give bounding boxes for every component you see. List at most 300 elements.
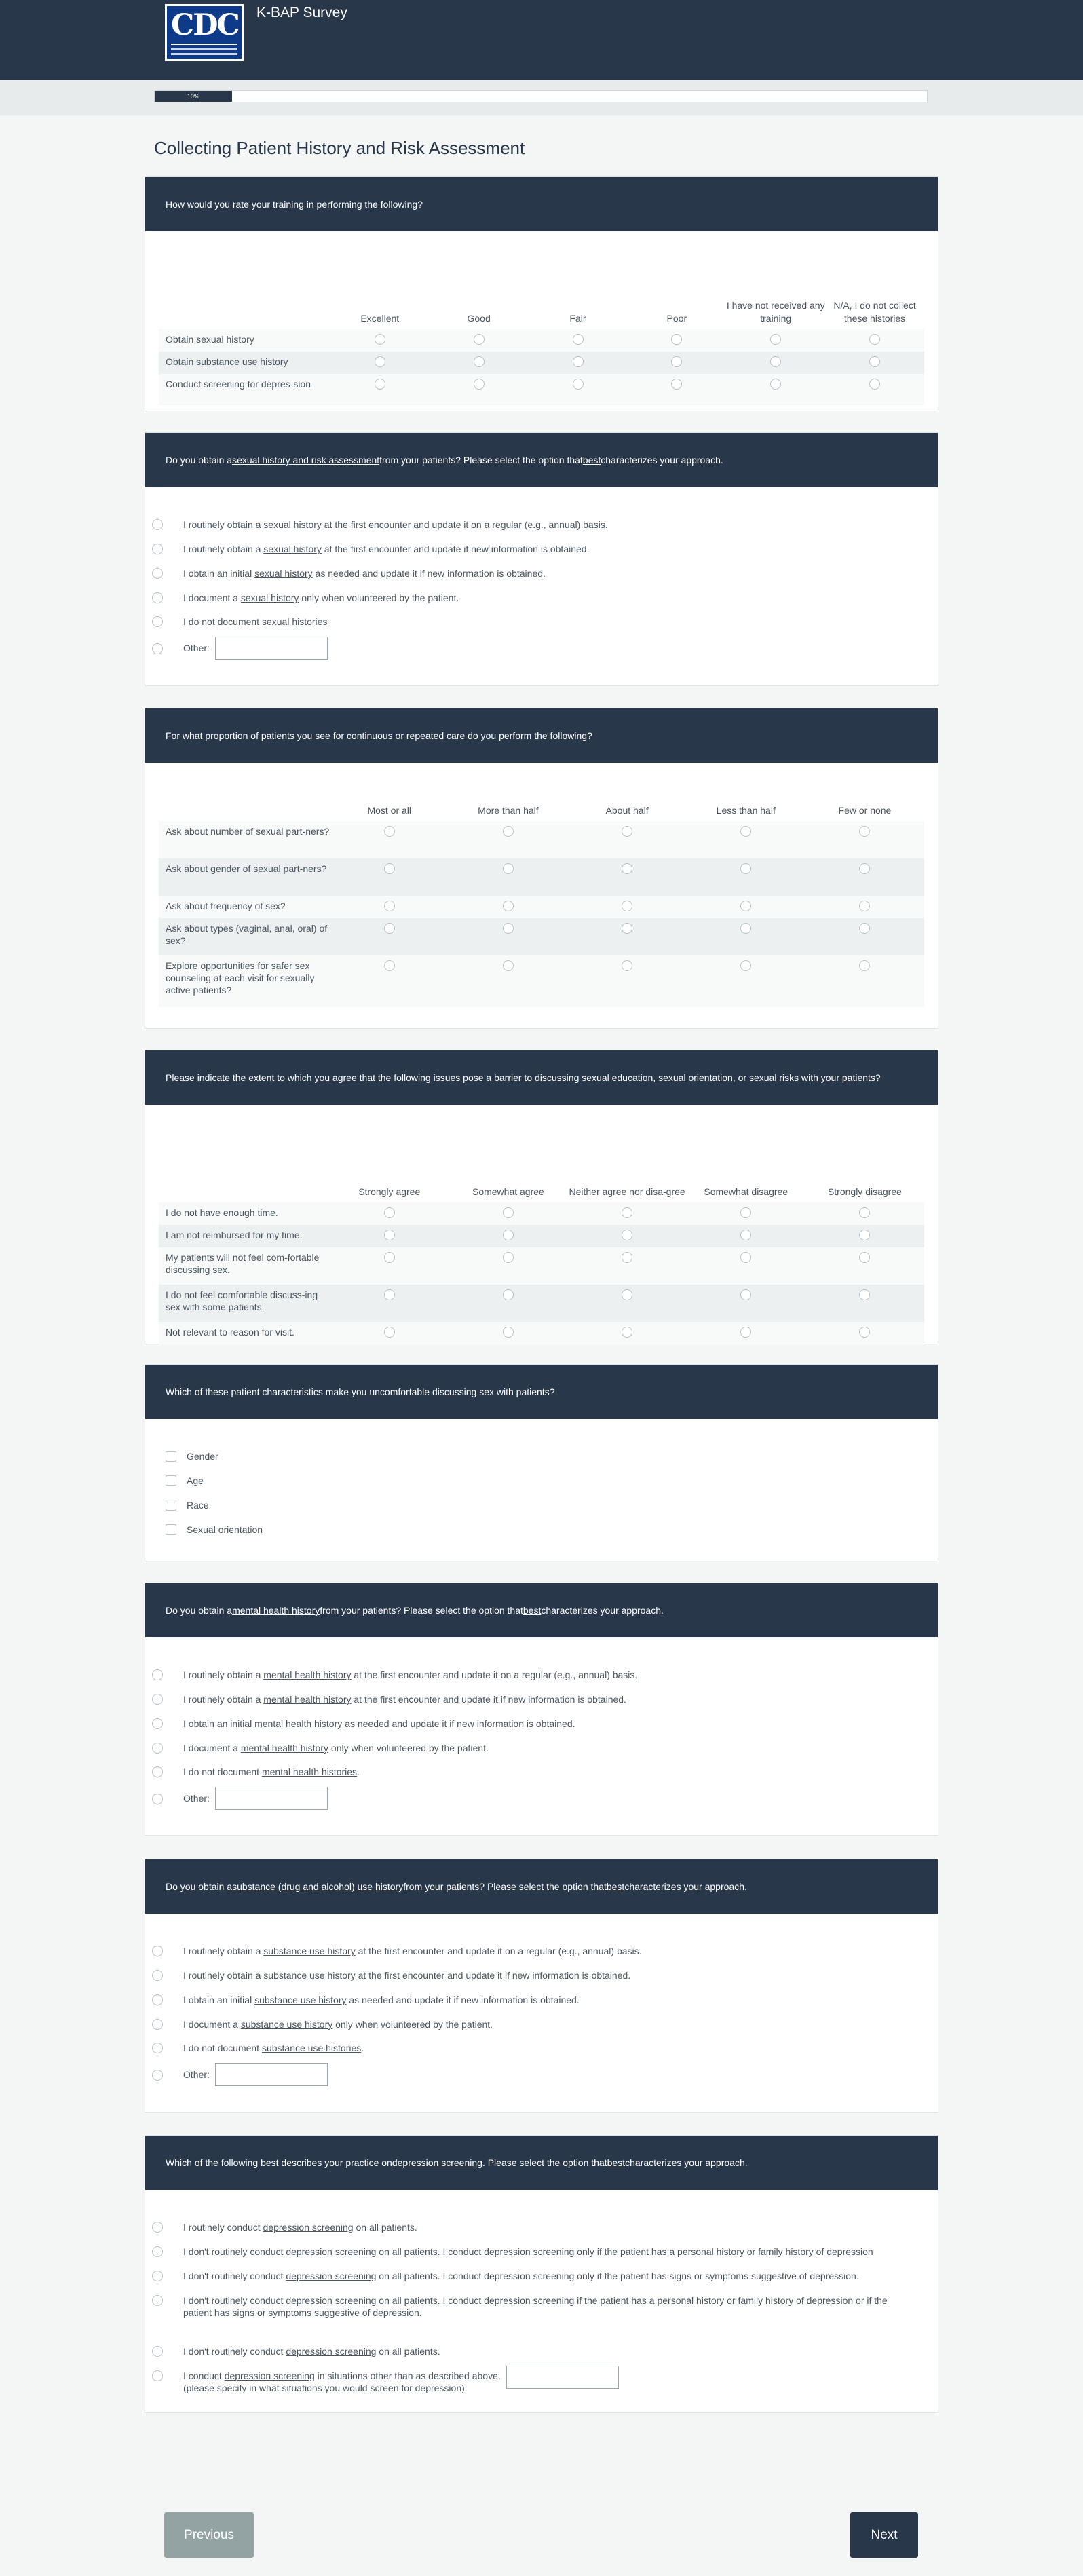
option-text: I document a (183, 592, 241, 603)
option-label (183, 2246, 873, 2258)
column-header: Most or all (367, 805, 412, 816)
radio-button[interactable] (152, 544, 163, 554)
radio-button[interactable] (859, 863, 870, 874)
radio-button[interactable] (573, 334, 584, 345)
option[interactable] (152, 1718, 912, 1730)
title-part: Do you obtain a (166, 455, 233, 466)
radio-button[interactable] (152, 2370, 163, 2381)
option-text: I obtain an initial (183, 568, 255, 579)
option-label (183, 2018, 493, 2030)
option-text: as needed and update it if new information is obtained. (342, 1718, 575, 1729)
radio-button[interactable] (859, 1289, 870, 1300)
option-label (183, 1669, 637, 1681)
radio-button[interactable] (384, 901, 395, 911)
checkbox-label: Gender (187, 1451, 218, 1462)
option-underlined: depression screening (263, 2222, 354, 2233)
matrix-row (159, 374, 924, 405)
matrix-cell (628, 352, 727, 367)
radio-button[interactable] (740, 863, 751, 874)
radio-button[interactable] (740, 1327, 751, 1338)
title-part: from your patients? Please select the option that (379, 455, 583, 466)
option-underlined: substance use histories (261, 2043, 362, 2053)
option-text: I document a (183, 2019, 241, 2030)
matrix-cell (330, 896, 449, 911)
option-underlined: substance use history (254, 1994, 347, 2005)
matrix-cell (330, 329, 430, 345)
radio-button[interactable] (622, 960, 632, 971)
radio-button[interactable] (740, 826, 751, 837)
radio-button[interactable] (740, 1289, 751, 1300)
title-part: . Please select the option that (482, 2157, 607, 2168)
matrix-header (159, 794, 924, 821)
radio-button[interactable] (375, 379, 385, 390)
option-other[interactable] (152, 1787, 328, 1810)
checkbox-label: Sexual orientation (187, 1524, 263, 1535)
option-text: on all patients. I conduct depression screening only if the patient has signs or symptoms suggestive of depression. (376, 2271, 859, 2281)
radio-button[interactable] (384, 1207, 395, 1218)
radio-button[interactable] (503, 1207, 514, 1218)
option[interactable] (152, 2221, 905, 2233)
question-proportion-patients (145, 708, 938, 1029)
radio-button[interactable] (859, 1207, 870, 1218)
title-part: characterizes your approach. (601, 455, 723, 466)
option[interactable] (152, 1969, 912, 1982)
question-title: How would you rate your training in performing the following? (145, 177, 938, 231)
radio-button[interactable] (503, 901, 514, 911)
option-text: only when volunteered by the patient. (328, 1743, 489, 1754)
option[interactable] (152, 2042, 912, 2054)
row-label: I do not have enough time. (166, 1207, 278, 1218)
radio-button[interactable] (573, 379, 584, 390)
option-text: I routinely obtain a (183, 519, 264, 530)
checkbox[interactable] (166, 1451, 176, 1462)
title-part: Do you obtain a (166, 1881, 233, 1892)
radio-button[interactable] (474, 356, 484, 367)
question-title (145, 1583, 938, 1637)
option-label (183, 2221, 417, 2233)
radio-button[interactable] (859, 901, 870, 911)
option-underlined: sexual history (254, 568, 313, 579)
site-title: K-BAP Survey (256, 5, 347, 20)
option-text: at the first encounter and update it on a regular (e.g., annual) basis. (351, 1669, 638, 1680)
option-text: I routinely obtain a (183, 1669, 264, 1680)
checkbox-option[interactable] (166, 1523, 263, 1536)
radio-button[interactable] (152, 2019, 163, 2030)
radio-button[interactable] (622, 901, 632, 911)
option-label (183, 2294, 905, 2319)
matrix-header (159, 267, 924, 329)
question-title (145, 2136, 938, 2190)
radio-button[interactable] (622, 1252, 632, 1263)
matrix-cell (330, 352, 430, 367)
option-other[interactable] (152, 2370, 912, 2394)
matrix-cell (430, 329, 529, 345)
radio-button[interactable] (671, 356, 682, 367)
radio-button[interactable] (740, 960, 751, 971)
option-text: at the first encounter and update it on a regular (e.g., annual) basis. (355, 1946, 642, 1956)
option-label (183, 1742, 489, 1754)
option-label (183, 1969, 630, 1982)
row-label: I am not reimbursed for my time. (166, 1230, 303, 1240)
radio-button[interactable] (152, 1766, 163, 1777)
radio-button[interactable] (152, 519, 163, 530)
option[interactable] (152, 2270, 905, 2282)
radio-button[interactable] (152, 1970, 163, 1981)
radio-button[interactable] (152, 616, 163, 627)
matrix-cell (330, 1247, 449, 1263)
matrix-cell (430, 374, 529, 390)
matrix-cell (449, 896, 568, 911)
option[interactable] (152, 1766, 912, 1778)
matrix-cell (805, 858, 924, 874)
option-text: at the first encounter and update it on a regular (e.g., annual) basis. (321, 519, 608, 530)
radio-button[interactable] (152, 2222, 163, 2233)
radio-button[interactable] (859, 1252, 870, 1263)
row-label: Ask about gender of sexual part-ners? (166, 863, 327, 874)
radio-button[interactable] (869, 379, 880, 390)
row-label: Conduct screening for depres-sion (166, 379, 311, 390)
matrix-cell (330, 821, 449, 837)
matrix-cell (825, 329, 924, 345)
other-label: Other: (183, 1793, 210, 1804)
question-title (145, 1859, 938, 1914)
column-header: Good (467, 313, 491, 324)
radio-button[interactable] (384, 923, 395, 934)
cdc-logo (165, 4, 244, 61)
radio-button[interactable] (152, 2295, 163, 2306)
question-patient-characteristics (145, 1364, 938, 1561)
option-text: I do not document (183, 616, 262, 627)
radio-button[interactable] (740, 1207, 751, 1218)
radio-button[interactable] (671, 334, 682, 345)
matrix-cell (628, 374, 727, 390)
matrix-cell (568, 1322, 687, 1338)
other-text-input[interactable] (215, 2063, 328, 2086)
option-underlined: depression screening (286, 2346, 377, 2357)
radio-button[interactable] (384, 1230, 395, 1240)
option-text: I routinely obtain a (183, 1694, 264, 1705)
option-text: I conduct (183, 2370, 225, 2381)
matrix-cell (805, 955, 924, 971)
radio-button[interactable] (859, 1327, 870, 1338)
option-underlined: sexual history (263, 544, 322, 554)
title-part: characterizes your approach. (625, 2157, 748, 2168)
radio-button[interactable] (503, 1327, 514, 1338)
option-text: as needed and update it if new information is obtained. (346, 1994, 580, 2005)
matrix-cell (726, 329, 825, 345)
matrix-cell (687, 1322, 805, 1338)
title-underlined: mental health history (232, 1605, 320, 1616)
option-underlined: mental health histories (261, 1766, 358, 1777)
option-other[interactable] (152, 637, 328, 660)
option-underlined: substance use history (263, 1946, 356, 1956)
radio-button[interactable] (152, 1946, 163, 1956)
other-text-input[interactable] (215, 637, 328, 660)
matrix-cell (687, 821, 805, 837)
checkbox-option[interactable] (166, 1499, 209, 1511)
matrix-header (159, 1140, 924, 1202)
site-header (0, 0, 1083, 80)
radio-button[interactable] (152, 1694, 163, 1705)
radio-button[interactable] (152, 1718, 163, 1729)
option-other[interactable] (152, 2063, 328, 2086)
option-text: on all patients. I conduct depression screening only if the patient has a personal history or family history of depression (376, 2246, 873, 2257)
title-best: best (582, 455, 601, 466)
matrix-cell (449, 1225, 568, 1240)
row-label: My patients will not feel com-fortable discussing sex. (166, 1252, 320, 1275)
option-text: I obtain an initial (183, 1994, 255, 2005)
matrix-row (159, 1285, 924, 1322)
radio-button[interactable] (152, 643, 163, 654)
option-underlined: sexual history (240, 592, 299, 603)
option-label (183, 2270, 859, 2282)
radio-button[interactable] (503, 1252, 514, 1263)
option-label (183, 2042, 364, 2054)
radio-button[interactable] (740, 1230, 751, 1240)
checkbox-label: Race (187, 1500, 209, 1511)
radio-button[interactable] (859, 960, 870, 971)
radio-button[interactable] (375, 334, 385, 345)
next-button[interactable]: Next (850, 2512, 918, 2558)
option-text: (please specify in what situations you would screen for depression): (183, 2383, 468, 2393)
option-text: on all patients. (376, 2346, 440, 2357)
radio-button[interactable] (740, 1252, 751, 1263)
radio-button[interactable] (622, 1289, 632, 1300)
radio-button[interactable] (622, 1207, 632, 1218)
radio-button[interactable] (384, 1289, 395, 1300)
matrix-cell (568, 858, 687, 874)
row-label: I do not feel comfortable discuss-ing sex with some patients. (166, 1289, 318, 1312)
option[interactable] (152, 518, 912, 531)
row-label: Ask about frequency of sex? (166, 901, 286, 911)
radio-button[interactable] (152, 568, 163, 579)
column-header: More than half (478, 805, 539, 816)
matrix-cell (805, 1202, 924, 1218)
question-depression-screening (145, 2135, 938, 2413)
radio-button[interactable] (770, 334, 781, 345)
other-label: Other: (183, 2069, 210, 2080)
radio-button[interactable] (770, 379, 781, 390)
radio-button[interactable] (375, 356, 385, 367)
matrix-cell (568, 896, 687, 911)
radio-button[interactable] (384, 1252, 395, 1263)
matrix-cell (805, 1225, 924, 1240)
option-underlined: depression screening (286, 2246, 377, 2257)
option[interactable] (152, 1994, 912, 2006)
matrix-row (159, 821, 924, 858)
radio-button[interactable] (770, 356, 781, 367)
title-best: best (522, 1605, 542, 1616)
progress-bar (154, 90, 928, 102)
radio-button[interactable] (152, 1743, 163, 1754)
question-mental-health-history (145, 1583, 938, 1836)
progress-band (0, 80, 1083, 115)
matrix-cell (330, 858, 449, 874)
matrix-cell (449, 955, 568, 971)
radio-button[interactable] (622, 1230, 632, 1240)
radio-button[interactable] (152, 2346, 163, 2357)
radio-button[interactable] (740, 901, 751, 911)
matrix-cell (825, 352, 924, 367)
row-label: Obtain sexual history (166, 334, 254, 345)
option-label (183, 543, 589, 555)
option-label (183, 1994, 580, 2006)
radio-button[interactable] (859, 923, 870, 934)
radio-button[interactable] (474, 334, 484, 345)
column-header: I have not received any training (726, 300, 825, 324)
radio-button[interactable] (622, 863, 632, 874)
option[interactable] (152, 567, 912, 580)
other-text-input[interactable] (506, 2366, 619, 2389)
radio-button[interactable] (384, 1327, 395, 1338)
radio-button[interactable] (859, 1230, 870, 1240)
matrix-cell (568, 1285, 687, 1300)
option-text: only when volunteered by the patient. (332, 2019, 493, 2030)
matrix-cell (330, 918, 449, 934)
radio-button[interactable] (503, 1289, 514, 1300)
option-text: I routinely obtain a (183, 1946, 264, 1956)
radio-button[interactable] (152, 1669, 163, 1680)
checkbox-label: Age (187, 1475, 204, 1486)
radio-button[interactable] (152, 2043, 163, 2053)
radio-button[interactable] (503, 1230, 514, 1240)
radio-button[interactable] (152, 1794, 163, 1804)
column-header: Less than half (716, 805, 776, 816)
option[interactable] (152, 2018, 912, 2030)
matrix-cell (687, 1285, 805, 1300)
row-label: Not relevant to reason for visit. (166, 1327, 294, 1338)
matrix-row (159, 1225, 924, 1247)
title-part: Do you obtain a (166, 1605, 233, 1616)
column-header: Fair (569, 313, 586, 324)
matrix-table (159, 267, 924, 405)
column-header: Excellent (360, 313, 400, 324)
matrix-cell (687, 918, 805, 934)
radio-button[interactable] (384, 960, 395, 971)
option-underlined: mental health history (263, 1669, 352, 1680)
title-part: from your patients? Please select the option that (320, 1605, 523, 1616)
option-underlined: sexual history (263, 519, 322, 530)
matrix-cell (330, 374, 430, 390)
option-text: only when volunteered by the patient. (299, 592, 459, 603)
option[interactable] (152, 2294, 905, 2319)
option-underlined: sexual histories (261, 616, 328, 627)
title-part: characterizes your approach. (541, 1605, 664, 1616)
option-label (183, 567, 546, 580)
radio-button[interactable] (859, 826, 870, 837)
radio-button[interactable] (503, 826, 514, 837)
logo-text: CDC (171, 8, 239, 42)
progress-fill (155, 91, 232, 102)
option-text: at the first encounter and update it if new information is obtained. (355, 1970, 631, 1981)
matrix-cell (330, 1225, 449, 1240)
checkbox[interactable] (166, 1500, 176, 1511)
matrix-cell (330, 1322, 449, 1338)
matrix-cell (330, 955, 449, 971)
radio-button[interactable] (869, 334, 880, 345)
option-text: I don't routinely conduct (183, 2295, 286, 2306)
question-title: Please indicate the extent to which you agree that the following issues pose a barrier to discussing sexual education, sexual orientation, or sexual risks with your patients? (145, 1050, 938, 1105)
matrix-cell (805, 918, 924, 934)
option-text: I document a (183, 1743, 241, 1754)
matrix-row (159, 352, 924, 374)
checkbox[interactable] (166, 1524, 176, 1535)
question-title: Which of these patient characteristics make you uncomfortable discussing sex with patients? (145, 1365, 938, 1419)
column-header: Few or none (838, 805, 892, 816)
checkbox-option[interactable] (166, 1475, 204, 1487)
other-text-input[interactable] (215, 1787, 328, 1810)
matrix-cell (687, 858, 805, 874)
checkbox[interactable] (166, 1475, 176, 1486)
option[interactable] (152, 1693, 912, 1705)
radio-button[interactable] (503, 960, 514, 971)
option[interactable] (152, 2246, 905, 2258)
option[interactable] (152, 615, 912, 628)
radio-button[interactable] (152, 592, 163, 603)
option[interactable] (152, 592, 912, 604)
radio-button[interactable] (152, 2246, 163, 2257)
option[interactable] (152, 1945, 912, 1957)
option-text: I do not document (183, 2043, 262, 2053)
option-text: I do not document (183, 1766, 262, 1777)
column-header: Somewhat agree (472, 1186, 544, 1197)
matrix-row (159, 1322, 924, 1344)
radio-button[interactable] (503, 923, 514, 934)
radio-button[interactable] (671, 379, 682, 390)
radio-button[interactable] (152, 1994, 163, 2005)
page-title: Collecting Patient History and Risk Assessment (154, 138, 525, 158)
radio-button[interactable] (622, 923, 632, 934)
radio-button[interactable] (573, 356, 584, 367)
radio-button[interactable] (503, 863, 514, 874)
question-sexual-history (145, 432, 938, 686)
option-underlined: substance use history (263, 1970, 356, 1981)
radio-button[interactable] (152, 2271, 163, 2281)
checkbox-option[interactable] (166, 1450, 218, 1462)
option-text: . (361, 2043, 364, 2053)
option[interactable] (152, 543, 912, 555)
matrix-cell (805, 1285, 924, 1300)
question-training-rating (145, 176, 938, 411)
radio-button[interactable] (622, 1327, 632, 1338)
option-underlined: depression screening (224, 2370, 315, 2381)
radio-button[interactable] (152, 2070, 163, 2081)
radio-button[interactable] (384, 826, 395, 837)
radio-button[interactable] (740, 923, 751, 934)
matrix-cell (430, 352, 529, 367)
radio-button[interactable] (869, 356, 880, 367)
matrix-cell (687, 1202, 805, 1218)
option[interactable] (152, 1742, 912, 1754)
option-text: at the first encounter and update it if new information is obtained. (351, 1694, 626, 1705)
option-text: I routinely obtain a (183, 544, 264, 554)
option[interactable] (152, 1669, 912, 1681)
radio-button[interactable] (474, 379, 484, 390)
radio-button[interactable] (384, 863, 395, 874)
column-header: Poor (666, 313, 687, 324)
previous-button[interactable]: Previous (164, 2512, 254, 2558)
row-label: Ask about types (vaginal, anal, oral) of sex? (166, 923, 328, 946)
option-underlined: mental health history (254, 1718, 343, 1729)
matrix-row (159, 918, 924, 955)
matrix-cell (726, 352, 825, 367)
column-header: Somewhat disagree (704, 1186, 788, 1197)
option-underlined: substance use history (240, 2019, 333, 2030)
option[interactable] (152, 2345, 905, 2357)
radio-button[interactable] (622, 826, 632, 837)
logo-tagline (171, 44, 238, 55)
question-substance-use-history (145, 1859, 938, 2113)
